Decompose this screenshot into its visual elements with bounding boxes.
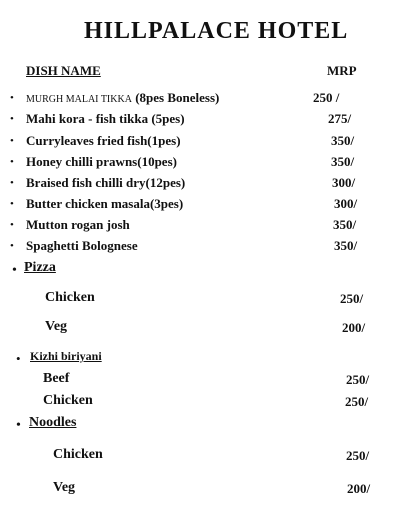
menu-item-name: (8pes Boneless): [131, 90, 220, 105]
menu-item-name: Veg: [45, 319, 68, 334]
menu-item-price: 200/: [347, 481, 371, 496]
menu-item-price: 250/: [346, 448, 370, 463]
menu-item-price: 250 /: [313, 90, 340, 105]
bullet-icon: •: [10, 92, 14, 104]
menu-item-name: Mahi kora - fish tikka (5pes): [26, 111, 185, 126]
bullet-icon: •: [10, 135, 14, 147]
section-title-pizza: Pizza: [24, 260, 56, 275]
menu-item-prefix: MURGH MALAI TIKKA: [26, 94, 132, 105]
menu-item-price: 250/: [340, 291, 364, 306]
menu-item-name: Butter chicken masala(3pes): [26, 196, 184, 211]
menu-item-price: 300/: [332, 175, 356, 190]
menu-item-price: 250/: [346, 372, 370, 387]
menu-item-name: Spaghetti Bolognese: [26, 238, 138, 253]
bullet-icon: •: [10, 240, 14, 252]
bullet-icon: •: [16, 351, 21, 366]
menu-item-price: 350/: [333, 217, 357, 232]
menu-item-price: 200/: [342, 320, 366, 335]
menu-item-name: Curryleaves fried fish(1pes): [26, 133, 181, 148]
menu-item-price: 275/: [328, 111, 352, 126]
menu-item-price: 350/: [331, 154, 355, 169]
bullet-icon: •: [16, 418, 21, 433]
menu-item-name: Honey chilli prawns(10pes): [26, 154, 177, 169]
bullet-icon: •: [12, 263, 17, 278]
menu-item-name: Beef: [43, 371, 70, 386]
menu-item-name: Chicken: [45, 290, 95, 305]
menu-item-name: Braised fish chilli dry(12pes): [26, 175, 186, 190]
menu-item-price: 300/: [334, 196, 358, 211]
bullet-icon: •: [10, 113, 14, 125]
section-title-noodles: Noodles: [29, 415, 77, 430]
hotel-title: HILLPALACE HOTEL: [84, 18, 349, 44]
menu-item-name: Mutton rogan josh: [26, 217, 130, 232]
dish-name-header: DISH NAME: [26, 63, 101, 78]
menu-item-price: 350/: [331, 133, 355, 148]
menu-item-price: 350/: [334, 238, 358, 253]
bullet-icon: •: [10, 156, 14, 168]
menu-item-price: 250/: [345, 394, 369, 409]
mrp-header: MRP: [327, 63, 357, 78]
menu-item-name: Chicken: [53, 447, 103, 462]
bullet-icon: •: [10, 177, 14, 189]
menu-item-name: Veg: [53, 480, 76, 495]
menu-item-name: Chicken: [43, 393, 93, 408]
section-title-kizhi-biriyani: Kizhi biriyani: [30, 349, 102, 363]
menu-item: [26, 90, 219, 106]
bullet-icon: •: [10, 198, 14, 210]
bullet-icon: •: [10, 219, 14, 231]
